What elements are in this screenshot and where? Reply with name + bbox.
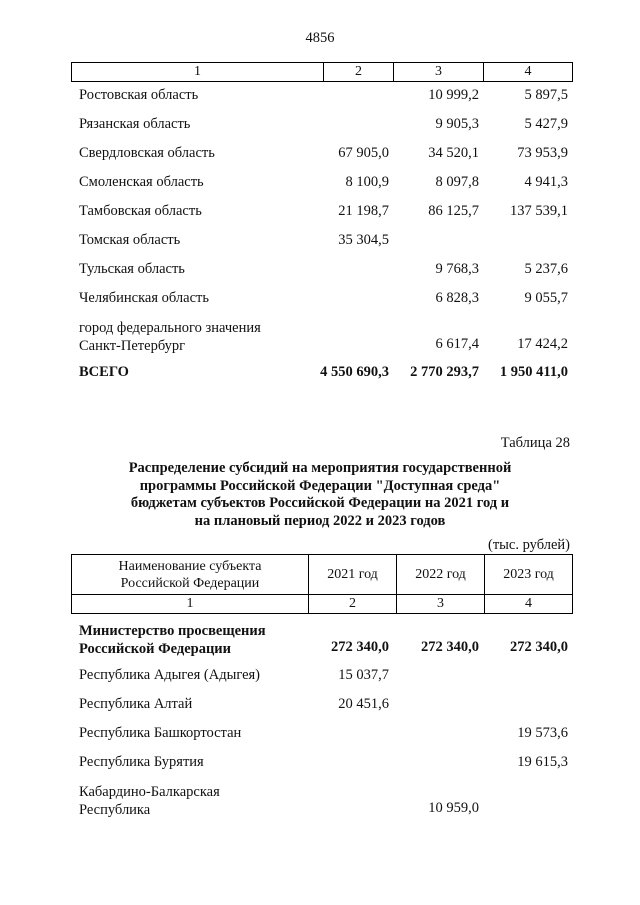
value-2022: 10 999,2 (428, 87, 479, 103)
value-2021: 272 340,0 (331, 639, 389, 655)
region-name: Челябинская область (79, 290, 209, 306)
value-2022: 9 905,3 (435, 116, 479, 132)
table-row (79, 725, 571, 745)
total-row (79, 364, 571, 384)
table-row (79, 145, 571, 165)
total-label: ВСЕГО (79, 364, 129, 380)
value-2023: 137 539,1 (510, 203, 568, 219)
value-2022: 34 520,1 (428, 145, 479, 161)
value-2021: 67 905,0 (338, 145, 389, 161)
value-2023: 5 237,6 (524, 261, 568, 277)
table-row (79, 203, 571, 223)
value-2021: 15 037,7 (338, 667, 389, 683)
value-2023: 19 573,6 (517, 725, 568, 741)
value-2022: 272 340,0 (421, 639, 479, 655)
table-row (79, 696, 571, 716)
value-2022: 6 617,4 (435, 336, 479, 352)
ministry-name: Министерство просвещения Российской Федерации (79, 623, 266, 657)
value-2021: 20 451,6 (338, 696, 389, 712)
col-number: 1 (194, 64, 201, 79)
header-2023: 2023 год (503, 567, 554, 582)
col-number: 3 (437, 596, 444, 611)
region-name: Тульская область (79, 261, 185, 277)
table-row (79, 232, 571, 252)
units-label: (тыс. рублей) (488, 537, 570, 553)
col-number: 4 (524, 64, 532, 79)
region-name: Республика Алтай (79, 696, 193, 712)
table-row (79, 87, 571, 107)
header-2021: 2021 год (327, 567, 378, 582)
region-name: Смоленская область (79, 174, 204, 190)
col-number: 2 (349, 596, 356, 611)
region-name: Томская область (79, 232, 181, 248)
region-name: Рязанская область (79, 116, 191, 132)
region-name: город федерального значения Санкт-Петербург (79, 320, 261, 354)
value-2022: 86 125,7 (428, 203, 479, 219)
col-number: 2 (355, 64, 362, 79)
col-number: 1 (186, 596, 194, 611)
ministry-row (79, 622, 571, 660)
value-2023: 9 055,7 (524, 290, 568, 306)
value-2023: 272 340,0 (510, 639, 568, 655)
region-name: Тамбовская область (79, 203, 202, 219)
table-caption: Таблица 28 (500, 435, 570, 451)
table-row (79, 783, 571, 821)
value-2023: 5 897,5 (524, 87, 568, 103)
value-2021: 21 198,7 (338, 203, 389, 219)
value-2022: 9 768,3 (435, 261, 479, 277)
total-2023: 1 950 411,0 (499, 364, 568, 380)
value-2022: 10 959,0 (428, 800, 479, 816)
value-2023: 5 427,9 (524, 116, 568, 132)
table-title: Распределение субсидий на мероприятия государственной программы Российской Федерации "Доступная среда" бюджетам субъектов Российской Федерации на 2021 год и на плановый период 2022 и 2023 годов (128, 460, 512, 529)
col-number: 3 (435, 64, 442, 79)
table-row (79, 667, 571, 687)
header-2022: 2022 год (415, 567, 466, 582)
region-name: Ростовская область (79, 87, 199, 103)
value-2021: 8 100,9 (345, 174, 389, 190)
table1-column-numbers (71, 62, 573, 82)
table-row (79, 754, 571, 774)
page-number: 4856 (305, 30, 335, 46)
value-2023: 73 953,9 (517, 145, 568, 161)
table-row (79, 261, 571, 281)
value-2023: 17 424,2 (517, 336, 568, 352)
table-row (79, 174, 571, 194)
region-name: Свердловская область (79, 145, 215, 161)
region-name: Республика Башкортостан (79, 725, 242, 741)
total-2022: 2 770 293,7 (410, 364, 479, 380)
table-row (79, 116, 571, 136)
value-2022: 8 097,8 (435, 174, 479, 190)
value-2022: 6 828,3 (435, 290, 479, 306)
value-2021: 35 304,5 (338, 232, 389, 248)
total-2021: 4 550 690,3 (320, 364, 389, 380)
value-2023: 4 941,3 (524, 174, 568, 190)
value-2023: 19 615,3 (517, 754, 568, 770)
region-name: Кабардино-Балкарская Республика (79, 784, 220, 818)
table-row (79, 290, 571, 310)
col-number: 4 (525, 596, 532, 611)
table2-header (71, 554, 573, 614)
header-region-name: Наименование субъекта Российской Федерации (118, 558, 262, 591)
region-name: Республика Адыгея (Адыгея) (79, 667, 261, 683)
region-name: Республика Бурятия (79, 754, 204, 770)
table-row (79, 319, 571, 357)
